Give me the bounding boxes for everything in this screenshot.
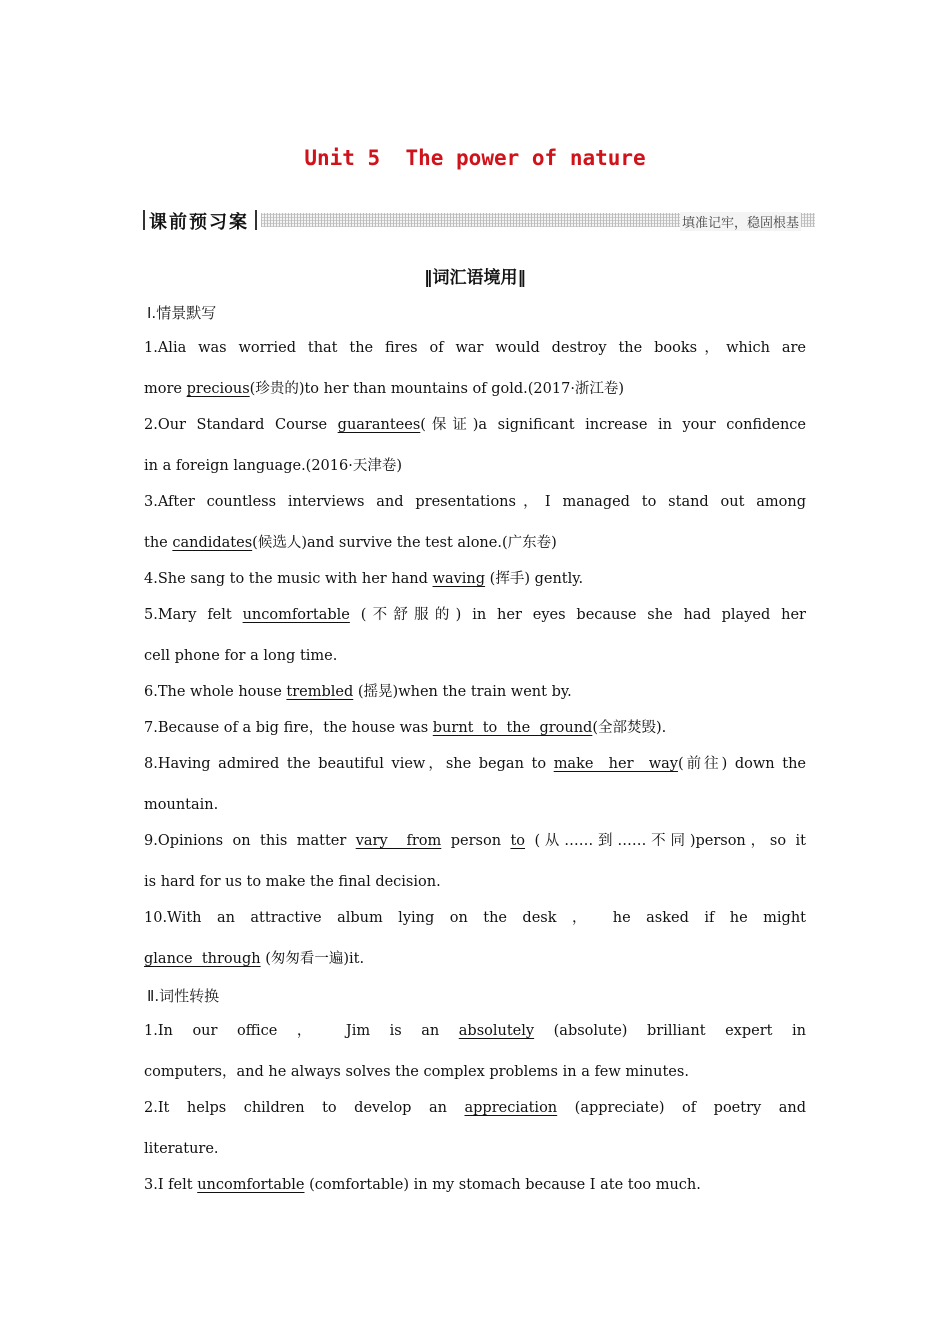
q9-answer-1: vary from	[355, 833, 442, 849]
banner-divider	[255, 210, 257, 230]
q7-line1: 7.Because of a big fire，the house was burnt to the ground(全部焚毁).	[144, 720, 667, 736]
q3-answer: candidates	[172, 535, 253, 551]
p2-q2-line2: literature.	[144, 1141, 219, 1157]
banner-label: 课前预习案	[149, 212, 249, 233]
p2-q3-line1: 3.I felt uncomfortable (comfortable) in my stomach because I ate too much.	[144, 1177, 701, 1193]
q4-answer: waving	[432, 571, 486, 587]
p2-q2-line1: 2.It helps children to develop an appreciation (appreciate) of poetry and	[144, 1100, 806, 1116]
q5-line1: 5.Mary felt uncomfortable (不舒服的) in her eyes because she had played her	[144, 607, 806, 623]
q10-answer: glance through	[144, 951, 261, 967]
p2-q1-answer: absolutely	[458, 1023, 535, 1039]
p2-q1-line1: 1.In our office ， Jim is an absolutely (absolute) brilliant expert in	[144, 1023, 806, 1039]
q4-line1: 4.She sang to the music with her hand waving (挥手) gently.	[144, 571, 584, 587]
q9-answer-2: to	[510, 833, 526, 849]
banner-left-bar	[143, 210, 145, 230]
q1-line1: 1.Alia was worried that the fires of war would destroy the books，which are	[144, 340, 806, 356]
q1-line2: more precious(珍贵的)to her than mountains of gold.(2017·浙江卷)	[144, 381, 625, 397]
q8-line1: 8.Having admired the beautiful view，she began to make her way(前往) down the	[144, 756, 806, 772]
part2-heading: Ⅱ.词性转换	[147, 987, 220, 1005]
q2-line2: in a foreign language.(2016·天津卷)	[144, 458, 402, 474]
section-banner	[143, 208, 815, 232]
q5-line2: cell phone for a long time.	[144, 648, 338, 664]
q6-answer: trembled	[286, 684, 354, 700]
q1-answer: precious	[186, 381, 250, 397]
q9-line2: is hard for us to make the final decision.	[144, 874, 441, 890]
p2-q1-line2: computers，and he always solves the complex problems in a few minutes.	[144, 1064, 689, 1080]
q7-answer: burnt to the ground	[432, 720, 593, 736]
p2-q2-answer: appreciation	[464, 1100, 558, 1116]
q3-line1: 3.After countless interviews and presentations，I managed to stand out among	[144, 494, 806, 510]
q6-line1: 6.The whole house trembled (摇晃)when the train went by.	[144, 684, 572, 700]
section-title: ‖词汇语境用‖	[424, 268, 526, 288]
q8-line2: mountain.	[144, 797, 219, 813]
banner-motto: 填准记牢，稳固根基	[680, 212, 801, 231]
q2-answer: guarantees	[337, 417, 421, 433]
q10-line2: glance through (匆匆看一遍)it.	[144, 951, 365, 967]
q5-answer: uncomfortable	[242, 607, 350, 623]
q10-line1: 10.With an attractive album lying on the desk ， he asked if he might	[144, 910, 806, 926]
unit-title: Unit 5 The power of nature	[304, 146, 646, 170]
p2-q3-answer: uncomfortable	[197, 1177, 305, 1193]
q2-line1: 2.Our Standard Course guarantees(保证)a significant increase in your confidence	[144, 417, 806, 433]
part1-heading: Ⅰ.情景默写	[147, 304, 217, 322]
q8-answer: make her way	[553, 756, 678, 772]
q3-line2: the candidates(候选人)and survive the test alone.(广东卷)	[144, 535, 557, 551]
q9-line1: 9.Opinions on this matter vary from person to (从……到……不同)person，so it	[144, 833, 806, 849]
